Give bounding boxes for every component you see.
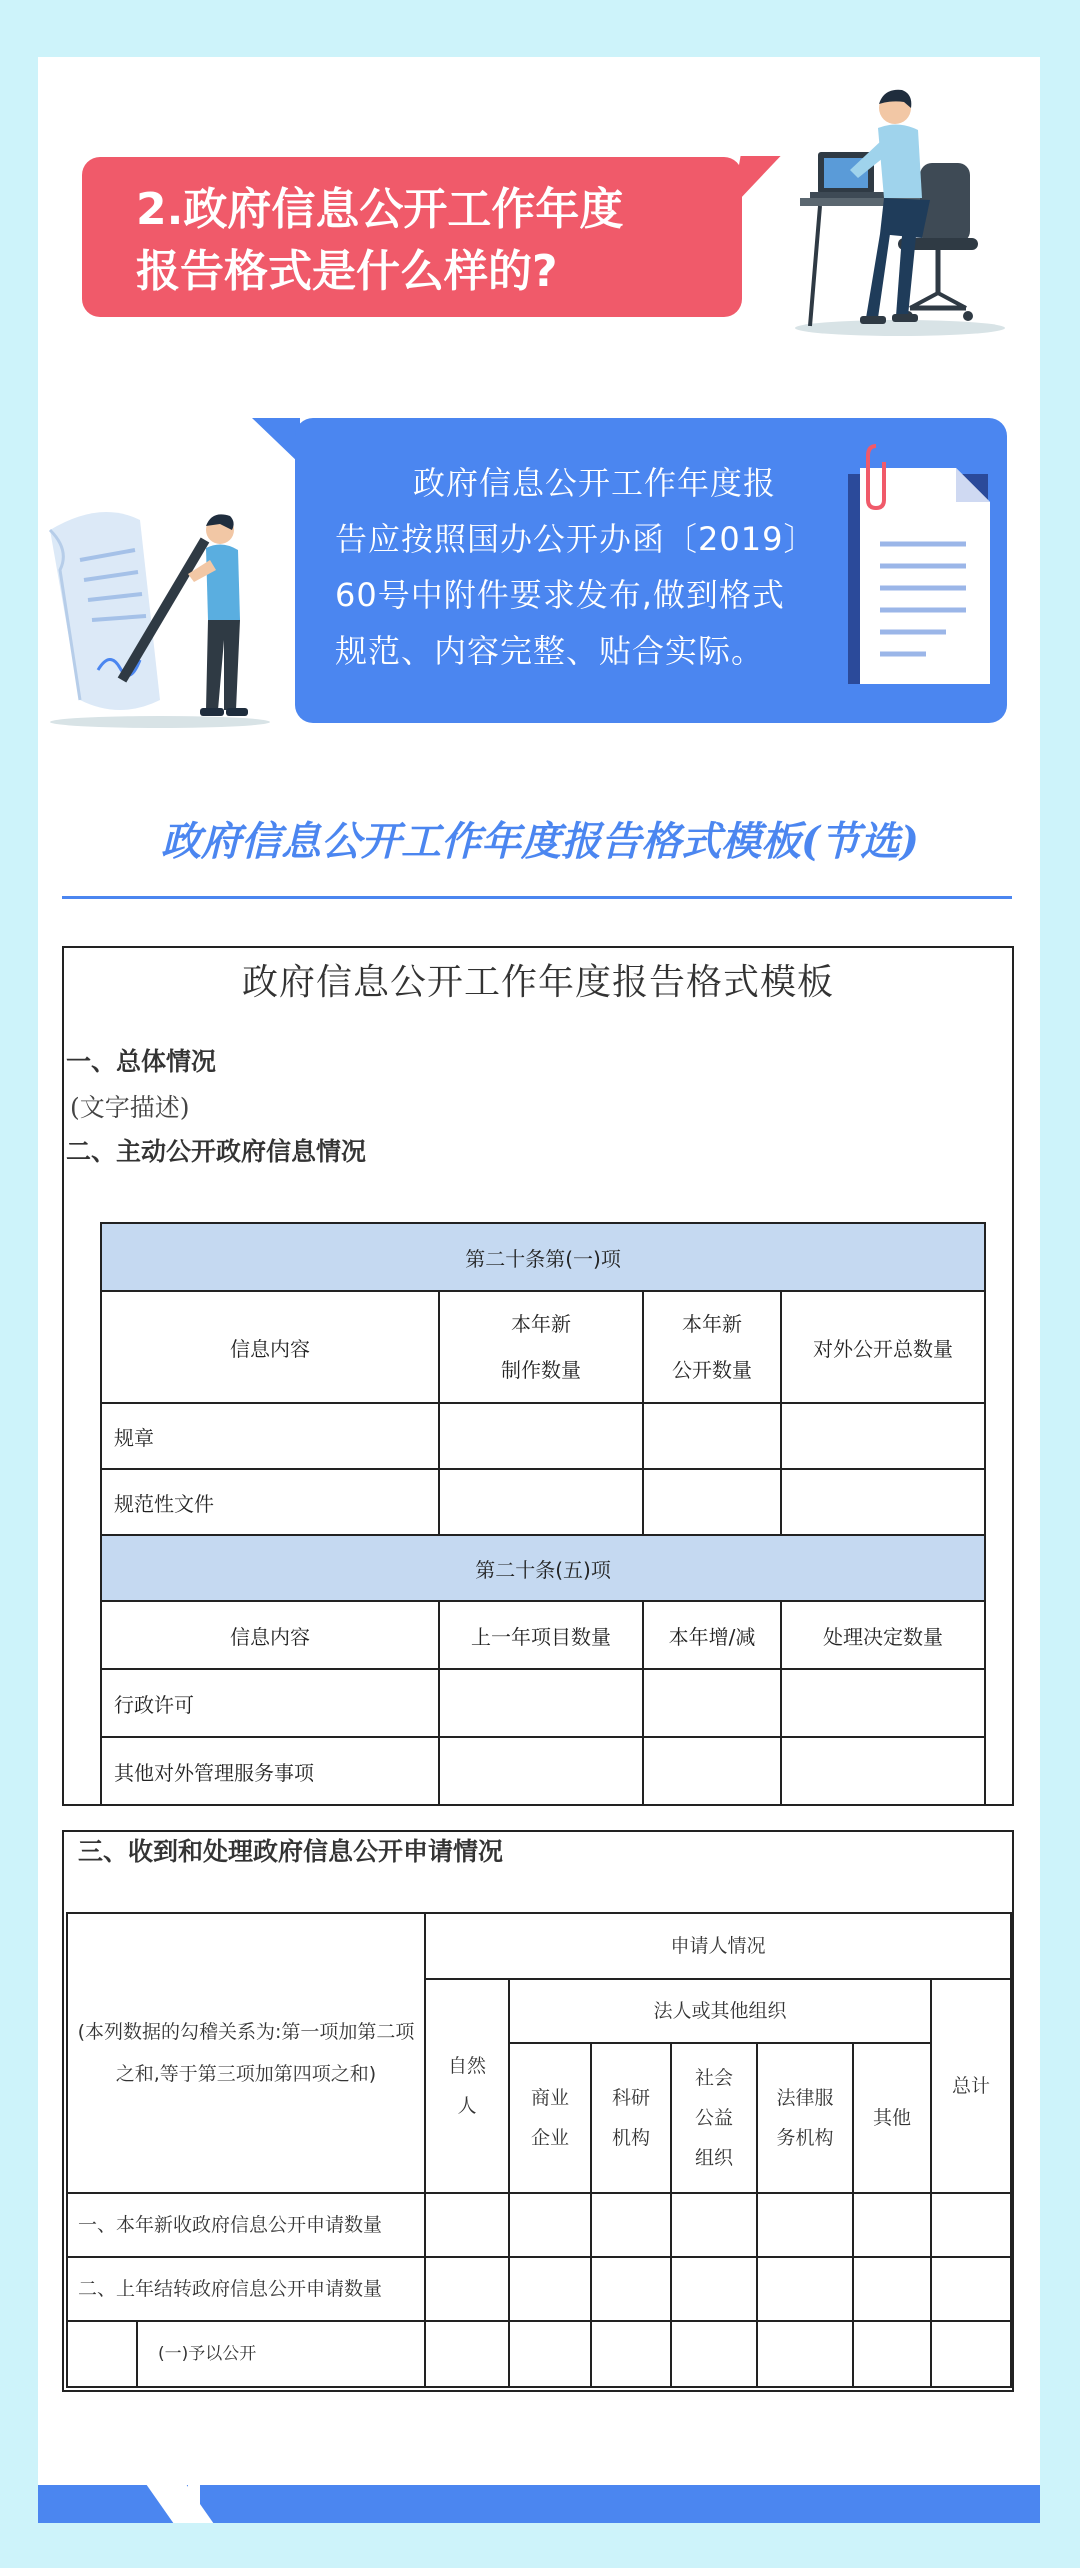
- row-carried-over: 二、上年结转政府信息公开申请数量: [67, 2257, 425, 2321]
- col-legal-service: [757, 2043, 853, 2193]
- social-line1: 社会: [694, 2067, 733, 2089]
- question-bubble: [82, 157, 742, 317]
- legal-entity-header: 法人或其他组织: [509, 1979, 931, 2043]
- table-cell: [425, 2257, 509, 2321]
- person-at-desk-illustration: [780, 88, 1010, 338]
- table-cell: [591, 2321, 671, 2387]
- research-line1: 科研: [611, 2087, 650, 2109]
- row-normative-documents: 规范性文件: [101, 1469, 439, 1535]
- legal-service-line2: 务机构: [776, 2127, 834, 2149]
- text-description: (文字描述): [70, 1093, 190, 1122]
- legal-service-line1: 法律服: [776, 2087, 834, 2109]
- col-social-welfare: [671, 2043, 757, 2193]
- col-info-content-2: 信息内容: [101, 1601, 439, 1669]
- intro-line-4: 规范、内容完整、贴合实际。: [335, 632, 765, 670]
- intro-line-3: 60号中附件要求发布,做到格式: [335, 576, 785, 614]
- intro-line-1: 政府信息公开工作年度报: [413, 464, 777, 502]
- natural-person-line1: 自然: [447, 2055, 486, 2077]
- section-header-article-20-1: 第二十条第(一)项: [101, 1223, 985, 1291]
- col-research: [591, 2043, 671, 2193]
- col-new-published-line1: 本年新: [682, 1312, 742, 1336]
- table-cell: [509, 2193, 591, 2257]
- row-rules: 规章: [101, 1403, 439, 1469]
- table-cell: [671, 2321, 757, 2387]
- proactive-disclosure-table: [100, 1222, 986, 1806]
- col-change: 本年增/减: [643, 1601, 781, 1669]
- col-natural-person: [425, 1979, 509, 2193]
- table-cell: [757, 2193, 853, 2257]
- table-cell: [853, 2321, 931, 2387]
- table-cell: [643, 1669, 781, 1737]
- table-cell: [643, 1469, 781, 1535]
- social-line2: 公益: [694, 2107, 733, 2129]
- template-document-2: [62, 1830, 1014, 2392]
- col-other: 其他: [853, 2043, 931, 2193]
- footer-stripe-right: [200, 2485, 1040, 2523]
- col-last-year-count: 上一年项目数量: [439, 1601, 643, 1669]
- table-cell: [671, 2193, 757, 2257]
- table-cell: [591, 2257, 671, 2321]
- table-cell: [931, 2257, 1011, 2321]
- heading-proactive-disclosure: 二、主动公开政府信息情况: [66, 1137, 367, 1166]
- table-cell: [439, 1403, 643, 1469]
- table-cell: [439, 1669, 643, 1737]
- row-disclosed: (一)予以公开: [137, 2321, 425, 2387]
- heading-general: 一、总体情况: [66, 1047, 217, 1076]
- table-cell: [439, 1737, 643, 1805]
- question-line-2: 报告格式是什么样的?: [136, 246, 558, 297]
- intro-text: [335, 455, 830, 679]
- col-new-made: [439, 1291, 643, 1403]
- section-title: 政府信息公开工作年度报告格式模板(节选): [161, 818, 919, 865]
- table-cell: [509, 2257, 591, 2321]
- research-line2: 机构: [611, 2127, 650, 2149]
- business-line2: 企业: [530, 2127, 569, 2149]
- row-other-services: 其他对外管理服务事项: [101, 1737, 439, 1805]
- table-cell: [931, 2321, 1011, 2387]
- table-cell: [757, 2321, 853, 2387]
- writer-with-pen-illustration: [40, 500, 280, 730]
- col-new-made-line2: 制作数量: [501, 1358, 581, 1382]
- applications-table: [66, 1912, 1012, 2388]
- table-cell: [931, 2193, 1011, 2257]
- document-icon: [846, 444, 996, 694]
- col-total: 总计: [931, 1979, 1011, 2193]
- business-line1: 商业: [530, 2087, 569, 2109]
- template-title: 政府信息公开工作年度报告格式模板: [241, 962, 834, 1003]
- section-header-article-20-5: 第二十条(五)项: [101, 1535, 985, 1601]
- table-cell: [425, 2321, 509, 2387]
- table-cell: [853, 2193, 931, 2257]
- row-new-applications: 一、本年新收政府信息公开申请数量: [67, 2193, 425, 2257]
- table-cell: [757, 2257, 853, 2321]
- note-cell: [67, 1913, 425, 2193]
- table-cell: [591, 2193, 671, 2257]
- table-cell: [509, 2321, 591, 2387]
- heading-applications: 三、收到和处理政府信息公开申请情况: [78, 1837, 504, 1866]
- table-cell: [853, 2257, 931, 2321]
- col-new-published: [643, 1291, 781, 1403]
- col-business: [509, 2043, 591, 2193]
- applicant-header: 申请人情况: [425, 1913, 1011, 1979]
- section-divider: [62, 896, 1012, 899]
- table-cell: [439, 1469, 643, 1535]
- table-cell: [781, 1737, 985, 1805]
- col-new-published-line2: 公开数量: [672, 1358, 752, 1382]
- table-cell: [643, 1737, 781, 1805]
- question-line-1: 2.政府信息公开工作年度: [136, 184, 624, 235]
- table-cell: [781, 1403, 985, 1469]
- col-info-content: 信息内容: [101, 1291, 439, 1403]
- table-cell: [781, 1469, 985, 1535]
- table-cell: [781, 1669, 985, 1737]
- social-line3: 组织: [694, 2147, 733, 2169]
- table-cell: [671, 2257, 757, 2321]
- checksum-note: (本列数据的勾稽关系为:第一项加第二项之和,等于第三项加第四项之和): [77, 2021, 415, 2085]
- natural-person-line2: 人: [457, 2095, 477, 2117]
- table-cell: [67, 2321, 137, 2387]
- table-cell: [643, 1403, 781, 1469]
- col-decision-count: 处理决定数量: [781, 1601, 985, 1669]
- row-administrative-license: 行政许可: [101, 1669, 439, 1737]
- intro-bubble-tail: [252, 418, 300, 464]
- intro-line-2: 告应按照国办公开办函〔2019〕: [335, 520, 817, 558]
- col-total-public: 对外公开总数量: [781, 1291, 985, 1403]
- col-new-made-line1: 本年新: [511, 1312, 571, 1336]
- table-cell: [425, 2193, 509, 2257]
- template-document-1: [62, 946, 1014, 1806]
